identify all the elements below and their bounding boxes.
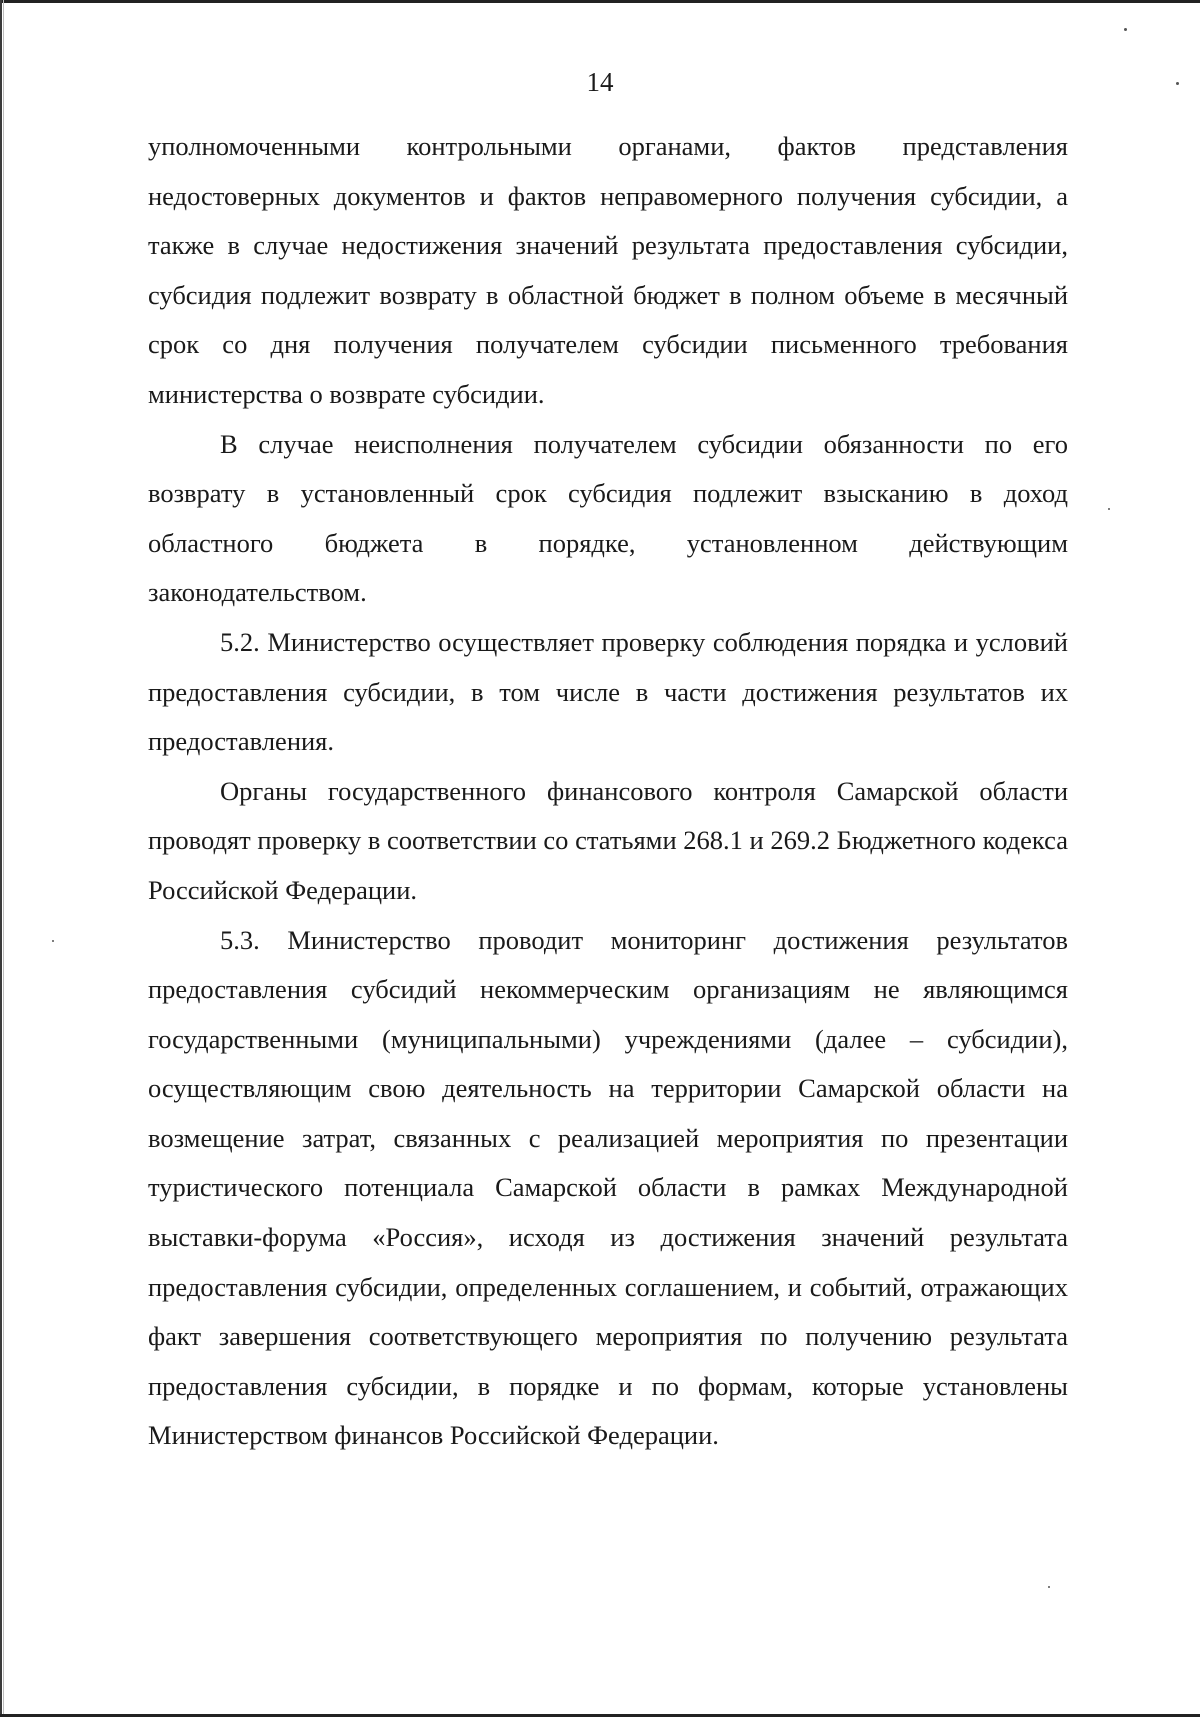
paragraph-refund-obligation: уполномоченными контрольными органами, фактов представления недостоверных документов и фактов неправомерного получения субсидии, а также в случае недостижения значений результата предоставления субсидии, субсидия подлежит возврату в областной бюджет в полном объеме в месячный срок со дня получения получателем субсидии письменного требования министерства о возврате субсидии. (148, 131, 1068, 409)
scan-speck (1108, 508, 1110, 510)
paragraph-5-3-monitoring: 5.3. Министерство проводит мониторинг достижения результатов предоставления субсидий некоммерческим организациям не являющимся государственными (муниципальными) учреждениями (далее – субсидии), осуществляющим свою деятельность на территории Самарской области на возмещение затрат, связанных с реализацией мероприятия по презентации туристического потенциала Самарской области в рамках Международной выставки-форума «Россия», исходя из достижения значений результата предоставления субсидии, определенных соглашением, и событий, отражающих факт завершения соответствующего мероприятия по получению результата предоставления субсидии, в порядке и по формам, которые установлены Министерством финансов Российской Федерации. (148, 924, 1068, 1451)
paragraph-5-2-ministry-check: 5.2. Министерство осуществляет проверку соблюдения порядка и условий предоставления субсидии, в том числе в части достижения результатов их предоставления. (148, 626, 1068, 757)
document-body (148, 122, 1068, 1461)
paragraph-non-fulfillment: В случае неисполнения получателем субсидии обязанности по его возврату в установленный срок субсидия подлежит взысканию в доход областного бюджета в порядке, установленном действующим законодательством. (148, 428, 1068, 608)
scan-top-edge (0, 0, 1200, 3)
scan-left-edge (0, 0, 2, 1717)
page-number: 14 (586, 67, 614, 97)
scan-left-shadow (3, 0, 4, 1717)
scan-speck (1048, 1586, 1050, 1588)
scan-speck (52, 940, 54, 942)
scan-speck (1124, 28, 1127, 31)
paragraph-financial-control: Органы государственного финансового контроля Самарской области проводят проверку в соответствии со статьями 268.1 и 269.2 Бюджетного кодекса Российской Федерации. (148, 775, 1068, 905)
